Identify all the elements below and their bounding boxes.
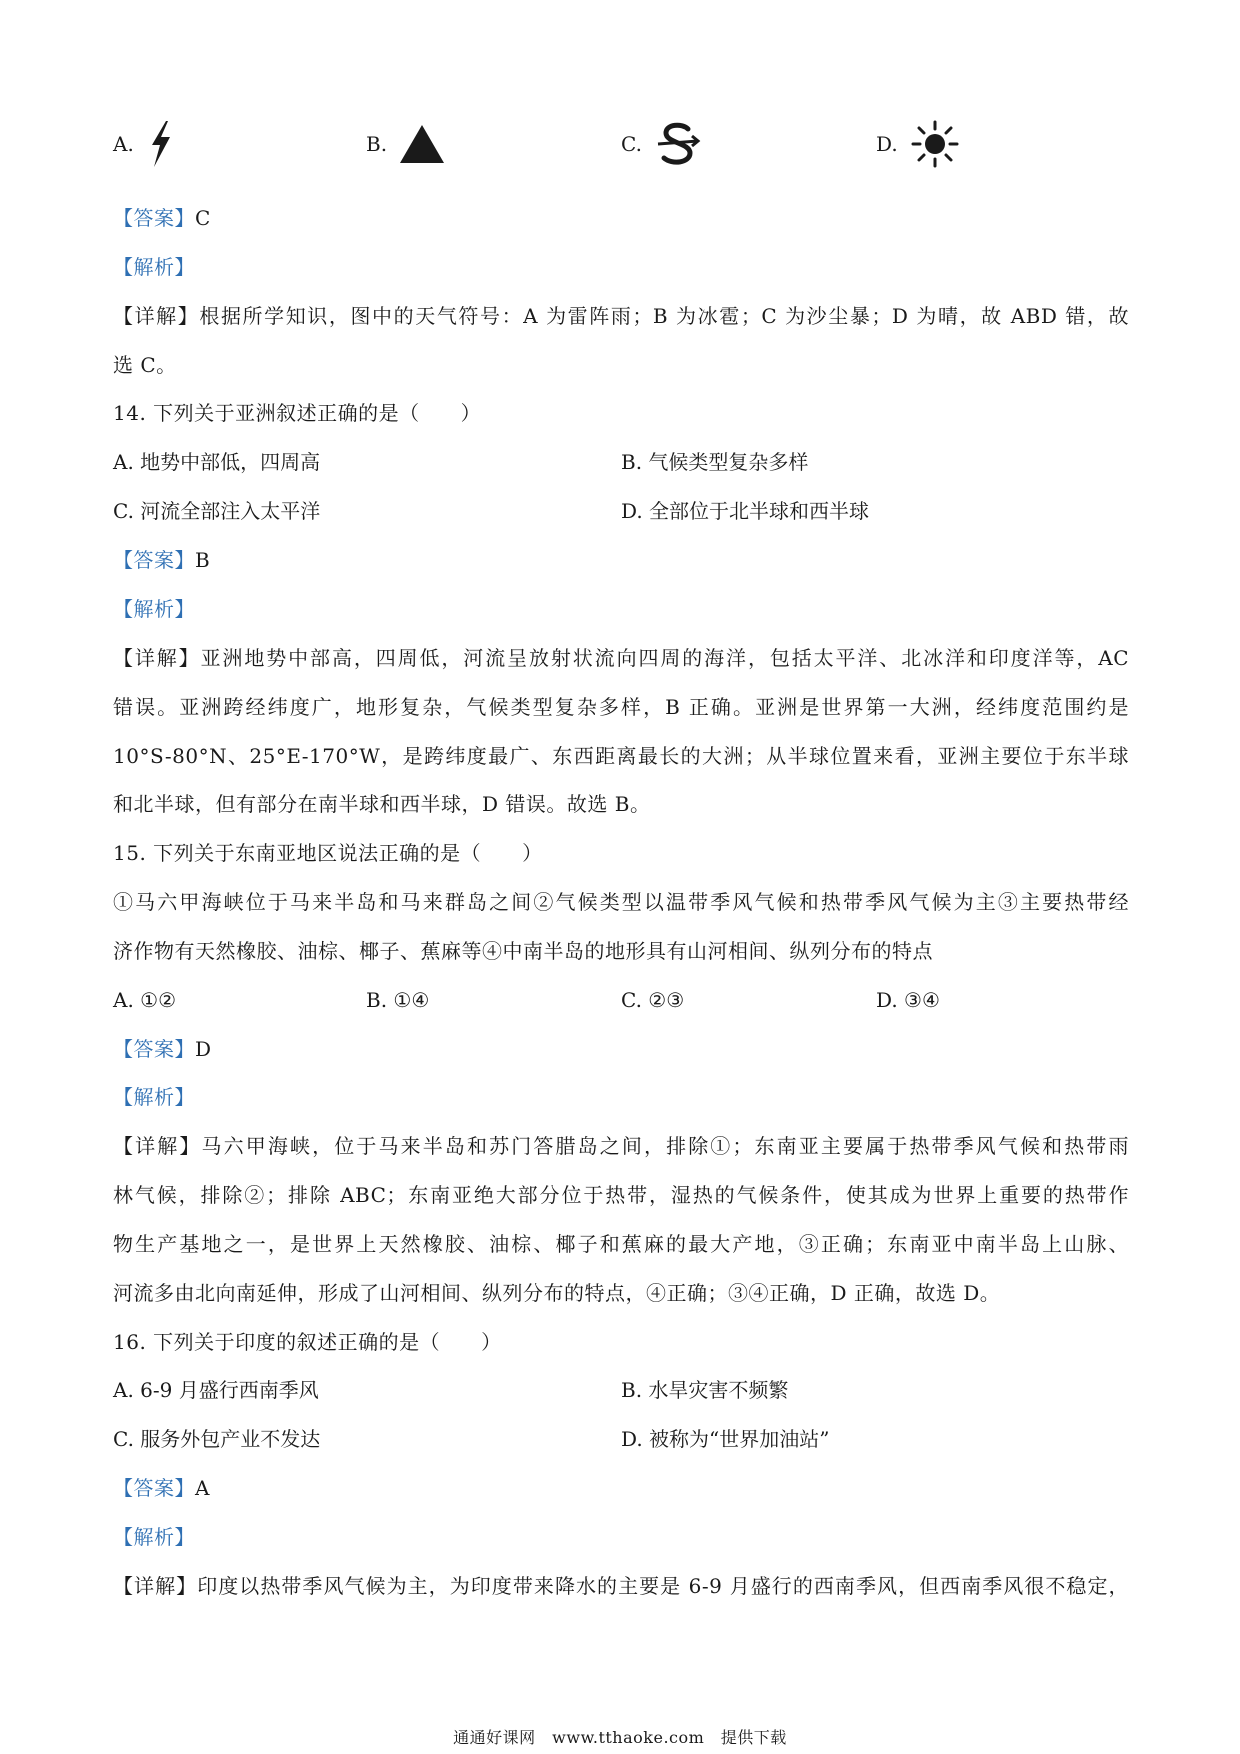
option-label: C.	[621, 132, 642, 156]
analysis-tag: 【解析】	[113, 1085, 195, 1109]
q13-option-c	[621, 118, 702, 170]
q13-answer	[113, 206, 211, 230]
analysis-tag: 【解析】	[113, 1525, 195, 1549]
q15-detail-line-2: 林气候，排除②；排除 ABC；东南亚绝大部分位于热带，湿热的气候条件，使其成为世界上重要的热带作	[113, 1183, 1129, 1207]
q15-statement-line-1: ①马六甲海峡位于马来半岛和马来群岛之间②气候类型以温带季风气候和热带季风气候为主③主要热带经	[113, 890, 1129, 914]
answer-tag: 【答案】	[113, 1476, 195, 1500]
q15-stem: 15. 下列关于东南亚地区说法正确的是（ ）	[113, 841, 543, 865]
q13-analysis	[113, 255, 195, 279]
detail-tag: 【详解】	[113, 646, 201, 670]
analysis-tag: 【解析】	[113, 597, 195, 621]
option-label: D.	[876, 132, 898, 156]
q15-option-c: C. ②③	[621, 988, 685, 1012]
answer-tag: 【答案】	[113, 1037, 195, 1061]
q15-detail-line-4: 河流多由北向南延伸，形成了山河相间、纵列分布的特点，④正确；③④正确，D 正确，故选 D。	[113, 1281, 1001, 1305]
answer-value: B	[195, 548, 211, 572]
q16-option-c: C. 服务外包产业不发达	[113, 1427, 321, 1451]
q13-option-b	[366, 118, 445, 170]
q14-analysis	[113, 597, 195, 621]
answer-value: D	[195, 1037, 212, 1061]
q14-option-c: C. 河流全部注入太平洋	[113, 499, 321, 523]
answer-tag: 【答案】	[113, 206, 195, 230]
analysis-tag: 【解析】	[113, 255, 195, 279]
page-footer: 通通好课网 www.tthaoke.com 提供下载	[453, 1728, 787, 1747]
q16-analysis	[113, 1525, 195, 1549]
detail-tag: 【详解】	[113, 1134, 202, 1158]
detail-text: 根据所学知识，图中的天气符号：A 为雷阵雨；B 为冰雹；C 为沙尘暴；D 为晴，故 ABD 错，故	[199, 304, 1129, 328]
q14-option-b: B. 气候类型复杂多样	[621, 450, 809, 474]
answer-value: C	[195, 206, 211, 230]
triangle-icon	[399, 124, 445, 164]
q15-detail-line-3: 物生产基地之一，是世界上天然橡胶、油棕、椰子和蕉麻的最大产地，③正确；东南亚中南半岛上山脉、	[113, 1232, 1129, 1256]
q15-answer	[113, 1037, 212, 1061]
q13-option-d	[876, 118, 960, 170]
answer-tag: 【答案】	[113, 548, 195, 572]
q15-analysis	[113, 1085, 195, 1109]
q15-option-b: B. ①④	[366, 988, 430, 1012]
sun-icon	[910, 119, 960, 169]
q15-statement-line-2: 济作物有天然橡胶、油棕、椰子、蕉麻等④中南半岛的地形具有山河相间、纵列分布的特点	[113, 939, 933, 963]
q14-detail-line-4: 和北半球，但有部分在南半球和西半球，D 错误。故选 B。	[113, 792, 651, 816]
q14-answer	[113, 548, 210, 572]
q14-option-d: D. 全部位于北半球和西半球	[621, 499, 870, 523]
q15-detail-line-1	[113, 1134, 1129, 1158]
detail-text: 马六甲海峡，位于马来半岛和苏门答腊岛之间，排除①；东南亚主要属于热带季风气候和热带雨	[201, 1134, 1130, 1158]
q14-stem: 14. 下列关于亚洲叙述正确的是（ ）	[113, 401, 482, 425]
detail-text: 亚洲地势中部高，四周低，河流呈放射状流向四周的海洋，包括太平洋、北冰洋和印度洋等，AC	[200, 646, 1129, 670]
q13-detail-line-1	[113, 304, 1129, 328]
q14-detail-line-1	[113, 646, 1129, 670]
q16-option-d: D. 被称为“世界加油站”	[621, 1427, 830, 1451]
q13-option-a	[113, 118, 172, 170]
q14-detail-line-3: 10°S-80°N、25°E-170°W，是跨纬度最广、东西距离最长的大洲；从半球位置来看，亚洲主要位于东半球	[113, 744, 1129, 768]
answer-value: A	[195, 1476, 210, 1500]
detail-text: 印度以热带季风气候为主，为印度带来降水的主要是 6-9 月盛行的西南季风，但西南季风很不稳定，	[197, 1574, 1130, 1598]
option-label: B.	[366, 132, 388, 156]
sandstorm-s-icon	[654, 121, 702, 167]
q16-answer	[113, 1476, 210, 1500]
q14-detail-line-2: 错误。亚洲跨经纬度广，地形复杂，气候类型复杂多样，B 正确。亚洲是世界第一大洲，经纬度范围约是	[113, 695, 1129, 719]
q16-stem: 16. 下列关于印度的叙述正确的是（ ）	[113, 1330, 502, 1354]
option-label: A.	[113, 132, 134, 156]
q16-detail-line-1	[113, 1574, 1129, 1598]
q16-option-b: B. 水旱灾害不频繁	[621, 1378, 789, 1402]
detail-tag: 【详解】	[113, 304, 200, 328]
q13-detail-line-2: 选 C。	[113, 353, 177, 377]
lightning-bolt-icon	[146, 121, 172, 167]
q15-option-d: D. ③④	[876, 988, 940, 1012]
q16-option-a: A. 6-9 月盛行西南季风	[113, 1378, 319, 1402]
q14-option-a: A. 地势中部低，四周高	[113, 450, 321, 474]
detail-tag: 【详解】	[113, 1574, 198, 1598]
q15-option-a: A. ①②	[113, 988, 177, 1012]
